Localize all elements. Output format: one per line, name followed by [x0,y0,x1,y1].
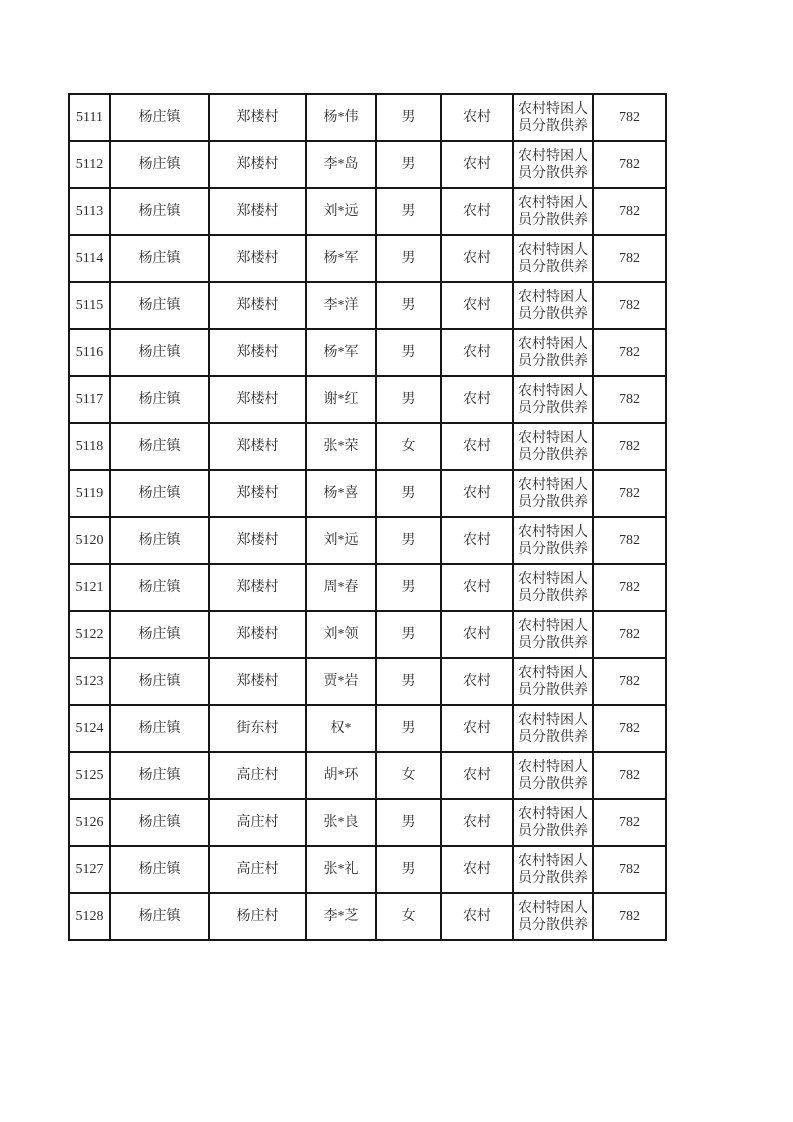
cell-person-name: 刘*远 [306,188,376,235]
cell-person-name: 张*礼 [306,846,376,893]
cell-serial-number: 5114 [69,235,110,282]
cell-area-type: 农村 [441,705,513,752]
cell-person-name: 李*洋 [306,282,376,329]
cell-gender: 女 [376,752,441,799]
cell-person-name: 张*良 [306,799,376,846]
cell-village: 高庄村 [209,799,306,846]
cell-area-type: 农村 [441,188,513,235]
cell-amount: 782 [593,470,666,517]
cell-amount: 782 [593,799,666,846]
cell-serial-number: 5126 [69,799,110,846]
cell-assistance-category: 农村特困人员分散供养 [513,564,593,611]
cell-serial-number: 5112 [69,141,110,188]
cell-assistance-category: 农村特困人员分散供养 [513,517,593,564]
cell-town: 杨庄镇 [110,282,209,329]
table-row [69,423,666,470]
cell-town: 杨庄镇 [110,470,209,517]
cell-assistance-category: 农村特困人员分散供养 [513,376,593,423]
table-row [69,846,666,893]
cell-serial-number: 5128 [69,893,110,940]
cell-village: 街东村 [209,705,306,752]
cell-assistance-category: 农村特困人员分散供养 [513,235,593,282]
cell-village: 郑楼村 [209,564,306,611]
cell-assistance-category: 农村特困人员分散供养 [513,282,593,329]
cell-gender: 女 [376,893,441,940]
cell-person-name: 杨*军 [306,329,376,376]
cell-amount: 782 [593,893,666,940]
cell-serial-number: 5113 [69,188,110,235]
cell-gender: 男 [376,846,441,893]
cell-town: 杨庄镇 [110,376,209,423]
cell-village: 郑楼村 [209,188,306,235]
cell-area-type: 农村 [441,517,513,564]
cell-amount: 782 [593,376,666,423]
cell-serial-number: 5125 [69,752,110,799]
cell-gender: 男 [376,235,441,282]
cell-person-name: 李*芝 [306,893,376,940]
cell-village: 郑楼村 [209,235,306,282]
cell-serial-number: 5120 [69,517,110,564]
table-body [69,94,666,940]
cell-amount: 782 [593,235,666,282]
cell-area-type: 农村 [441,423,513,470]
table-row [69,470,666,517]
cell-serial-number: 5123 [69,658,110,705]
cell-amount: 782 [593,564,666,611]
cell-town: 杨庄镇 [110,423,209,470]
cell-gender: 男 [376,282,441,329]
cell-area-type: 农村 [441,376,513,423]
cell-amount: 782 [593,846,666,893]
cell-area-type: 农村 [441,141,513,188]
cell-person-name: 胡*环 [306,752,376,799]
cell-assistance-category: 农村特困人员分散供养 [513,329,593,376]
cell-assistance-category: 农村特困人员分散供养 [513,94,593,141]
cell-person-name: 刘*远 [306,517,376,564]
cell-area-type: 农村 [441,658,513,705]
cell-assistance-category: 农村特困人员分散供养 [513,470,593,517]
cell-assistance-category: 农村特困人员分散供养 [513,846,593,893]
cell-assistance-category: 农村特困人员分散供养 [513,188,593,235]
cell-town: 杨庄镇 [110,188,209,235]
cell-gender: 男 [376,329,441,376]
cell-village: 高庄村 [209,846,306,893]
cell-town: 杨庄镇 [110,329,209,376]
table-row [69,564,666,611]
cell-amount: 782 [593,752,666,799]
cell-gender: 男 [376,94,441,141]
cell-village: 郑楼村 [209,329,306,376]
table-row [69,752,666,799]
cell-person-name: 谢*红 [306,376,376,423]
cell-village: 郑楼村 [209,611,306,658]
cell-serial-number: 5127 [69,846,110,893]
cell-area-type: 农村 [441,799,513,846]
cell-area-type: 农村 [441,893,513,940]
table-row [69,893,666,940]
table-row [69,799,666,846]
cell-serial-number: 5118 [69,423,110,470]
cell-amount: 782 [593,141,666,188]
cell-village: 郑楼村 [209,470,306,517]
cell-person-name: 贾*岩 [306,658,376,705]
cell-gender: 男 [376,517,441,564]
cell-person-name: 李*岛 [306,141,376,188]
cell-amount: 782 [593,517,666,564]
welfare-roster-table [68,93,667,941]
cell-serial-number: 5117 [69,376,110,423]
cell-village: 郑楼村 [209,423,306,470]
cell-serial-number: 5121 [69,564,110,611]
cell-person-name: 杨*军 [306,235,376,282]
cell-assistance-category: 农村特困人员分散供养 [513,705,593,752]
cell-village: 郑楼村 [209,141,306,188]
cell-area-type: 农村 [441,282,513,329]
cell-area-type: 农村 [441,235,513,282]
cell-gender: 男 [376,141,441,188]
cell-village: 郑楼村 [209,376,306,423]
cell-serial-number: 5116 [69,329,110,376]
cell-serial-number: 5111 [69,94,110,141]
cell-person-name: 杨*伟 [306,94,376,141]
table-row [69,376,666,423]
cell-serial-number: 5115 [69,282,110,329]
cell-town: 杨庄镇 [110,517,209,564]
table-row [69,517,666,564]
cell-person-name: 杨*喜 [306,470,376,517]
cell-town: 杨庄镇 [110,752,209,799]
cell-town: 杨庄镇 [110,658,209,705]
table-row [69,141,666,188]
cell-amount: 782 [593,658,666,705]
table-row [69,705,666,752]
cell-town: 杨庄镇 [110,235,209,282]
cell-gender: 男 [376,470,441,517]
cell-town: 杨庄镇 [110,141,209,188]
cell-gender: 男 [376,799,441,846]
cell-person-name: 权* [306,705,376,752]
cell-gender: 女 [376,423,441,470]
cell-amount: 782 [593,611,666,658]
table-row [69,658,666,705]
cell-area-type: 农村 [441,94,513,141]
cell-person-name: 周*春 [306,564,376,611]
cell-town: 杨庄镇 [110,564,209,611]
cell-town: 杨庄镇 [110,799,209,846]
cell-person-name: 张*荣 [306,423,376,470]
cell-gender: 男 [376,611,441,658]
cell-area-type: 农村 [441,611,513,658]
cell-serial-number: 5122 [69,611,110,658]
cell-gender: 男 [376,705,441,752]
table-row [69,188,666,235]
cell-village: 郑楼村 [209,282,306,329]
cell-area-type: 农村 [441,564,513,611]
cell-gender: 男 [376,376,441,423]
cell-gender: 男 [376,564,441,611]
cell-village: 郑楼村 [209,94,306,141]
cell-assistance-category: 农村特困人员分散供养 [513,658,593,705]
cell-area-type: 农村 [441,470,513,517]
cell-person-name: 刘*领 [306,611,376,658]
cell-gender: 男 [376,658,441,705]
cell-assistance-category: 农村特困人员分散供养 [513,141,593,188]
table-row [69,282,666,329]
cell-assistance-category: 农村特困人员分散供养 [513,423,593,470]
cell-amount: 782 [593,282,666,329]
cell-serial-number: 5119 [69,470,110,517]
cell-area-type: 农村 [441,752,513,799]
cell-amount: 782 [593,94,666,141]
cell-amount: 782 [593,188,666,235]
cell-town: 杨庄镇 [110,846,209,893]
cell-town: 杨庄镇 [110,611,209,658]
table-row [69,611,666,658]
cell-area-type: 农村 [441,846,513,893]
cell-area-type: 农村 [441,329,513,376]
cell-amount: 782 [593,705,666,752]
cell-amount: 782 [593,423,666,470]
cell-assistance-category: 农村特困人员分散供养 [513,893,593,940]
cell-town: 杨庄镇 [110,94,209,141]
cell-town: 杨庄镇 [110,893,209,940]
cell-village: 高庄村 [209,752,306,799]
cell-village: 郑楼村 [209,517,306,564]
cell-village: 郑楼村 [209,658,306,705]
cell-amount: 782 [593,329,666,376]
cell-town: 杨庄镇 [110,705,209,752]
cell-gender: 男 [376,188,441,235]
cell-assistance-category: 农村特困人员分散供养 [513,752,593,799]
table-row [69,94,666,141]
table-row [69,329,666,376]
table-row [69,235,666,282]
cell-assistance-category: 农村特困人员分散供养 [513,611,593,658]
cell-assistance-category: 农村特困人员分散供养 [513,799,593,846]
cell-serial-number: 5124 [69,705,110,752]
cell-village: 杨庄村 [209,893,306,940]
